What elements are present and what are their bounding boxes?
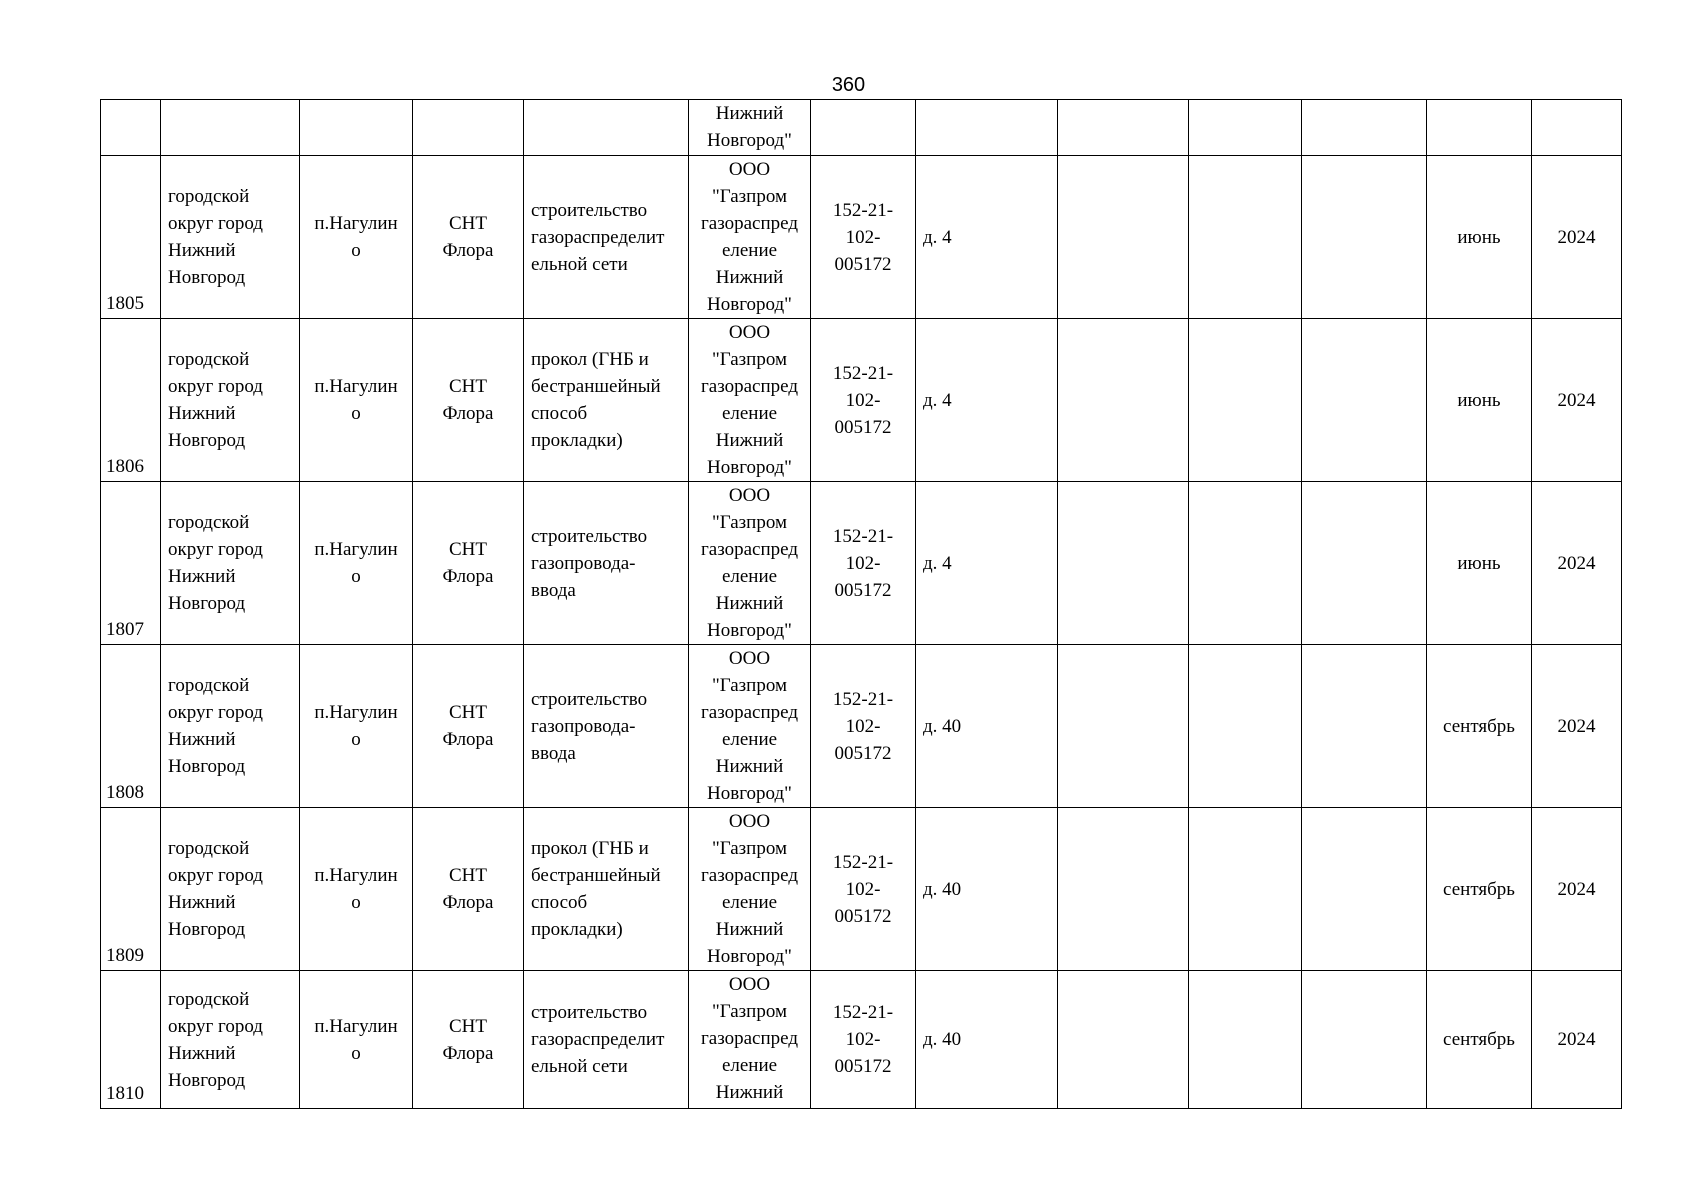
cell-work-type: [524, 808, 689, 971]
org-line: "Газпром: [711, 1001, 788, 1022]
cell-work-type: [524, 156, 689, 319]
org-line: ООО: [728, 974, 771, 995]
cell-locality: [300, 808, 413, 971]
cell-empty-2: [1189, 808, 1302, 971]
cell-district: [161, 319, 300, 482]
cell-empty-1: [1058, 971, 1189, 1109]
cell-organization: [689, 156, 811, 319]
org-line: Новгород": [707, 130, 792, 151]
code-line: 102-: [845, 226, 881, 248]
org-line: ООО: [728, 159, 771, 180]
cell-empty-1: [1058, 808, 1189, 971]
code-line: 005172: [834, 579, 892, 601]
cell-empty-3: [1302, 971, 1427, 1109]
code-line: 152-21-: [832, 1002, 894, 1023]
work-line: газораспределит: [531, 226, 665, 248]
locality-line: о: [351, 1042, 361, 1064]
cell-organization: [689, 808, 811, 971]
work-line: прокол (ГНБ и: [531, 838, 649, 859]
org-line: "Газпром: [711, 512, 788, 533]
cell-site: [413, 645, 524, 808]
site-line: Флора: [442, 403, 494, 424]
cell-month: [1427, 100, 1532, 156]
cell-work-type: [524, 319, 689, 482]
code-line: 152-21-: [832, 851, 894, 873]
code-line: 102-: [845, 389, 881, 411]
site-line: Флора: [442, 240, 494, 261]
work-line: ввода: [531, 579, 576, 601]
org-line: Нижний: [715, 267, 784, 288]
org-line: еление: [721, 240, 778, 261]
cell-year: 2024: [1532, 971, 1622, 1109]
cell-house: [916, 100, 1058, 156]
code-line: 102-: [845, 715, 881, 737]
site-line: СНТ: [449, 1015, 487, 1037]
cell-empty-3: [1302, 482, 1427, 645]
locality-line: п.Нагулин: [314, 865, 398, 886]
cell-house: д. 4: [916, 482, 1058, 645]
cell-work-type: [524, 971, 689, 1109]
org-line: Новгород": [707, 946, 792, 967]
locality-line: п.Нагулин: [314, 539, 398, 560]
org-line: газораспред: [700, 865, 798, 886]
locality-line: п.Нагулин: [314, 702, 398, 723]
locality-line: о: [351, 729, 361, 750]
work-line: бестраншейный: [531, 865, 661, 886]
district-line: городской: [168, 512, 250, 533]
cell-code: [811, 645, 916, 808]
cell-organization: [689, 319, 811, 482]
org-line: Нижний: [715, 756, 784, 777]
table-row-continuation: [101, 100, 1622, 156]
district-line: Новгород: [168, 919, 246, 940]
code-line: 102-: [845, 878, 881, 900]
cell-empty-3: [1302, 645, 1427, 808]
org-line: "Газпром: [711, 186, 788, 207]
cell-month: июнь: [1427, 482, 1532, 645]
cell-work-type: [524, 100, 689, 156]
site-line: Флора: [442, 566, 494, 587]
locality-line: п.Нагулин: [314, 213, 398, 234]
cell-empty-2: [1189, 482, 1302, 645]
cell-empty-2: [1189, 319, 1302, 482]
org-line: "Газпром: [711, 675, 788, 696]
cell-site: [413, 971, 524, 1109]
org-line: еление: [721, 729, 778, 750]
site-line: СНТ: [449, 376, 487, 397]
cell-work-type: [524, 645, 689, 808]
org-line: Новгород": [707, 783, 792, 804]
code-line: 152-21-: [832, 199, 894, 221]
cell-empty-1: [1058, 156, 1189, 319]
cell-code: [811, 319, 916, 482]
locality-line: п.Нагулин: [314, 376, 398, 397]
site-line: СНТ: [449, 213, 487, 234]
cell-district: [161, 808, 300, 971]
cell-month: июнь: [1427, 156, 1532, 319]
work-line: строительство: [531, 1002, 648, 1023]
work-line: строительство: [531, 199, 648, 221]
org-line: Новгород": [707, 294, 792, 315]
cell-code: [811, 156, 916, 319]
code-line: 102-: [845, 1029, 881, 1050]
cell-house: д. 4: [916, 156, 1058, 319]
cell-empty-3: [1302, 808, 1427, 971]
cell-empty-1: [1058, 100, 1189, 156]
site-line: СНТ: [449, 865, 487, 886]
cell-month: сентябрь: [1427, 971, 1532, 1109]
district-line: Нижний: [168, 892, 236, 913]
cell-district: [161, 645, 300, 808]
code-line: 102-: [845, 552, 881, 574]
org-line: Новгород": [707, 457, 792, 478]
code-line: 005172: [834, 416, 892, 438]
cell-house: д. 4: [916, 319, 1058, 482]
cell-year: 2024: [1532, 645, 1622, 808]
cell-house: д. 40: [916, 645, 1058, 808]
district-line: Новгород: [168, 756, 246, 777]
code-line: 152-21-: [832, 525, 894, 547]
cell-locality: [300, 319, 413, 482]
org-line: Новгород": [707, 620, 792, 641]
code-line: 005172: [834, 1056, 892, 1077]
site-line: Флора: [442, 892, 494, 913]
org-line: Нижний: [715, 430, 784, 451]
cell-organization: [689, 482, 811, 645]
district-line: округ город: [168, 213, 263, 234]
cell-year: 2024: [1532, 808, 1622, 971]
site-line: СНТ: [449, 539, 487, 560]
cell-code: [811, 100, 916, 156]
org-line: еление: [721, 892, 778, 913]
org-line: Нижний: [715, 1082, 784, 1103]
cell-house: д. 40: [916, 808, 1058, 971]
cell-site: [413, 156, 524, 319]
work-line: газопровода-: [531, 715, 636, 737]
table-row: [101, 482, 1622, 645]
code-line: 152-21-: [832, 362, 894, 384]
district-line: Новгород: [168, 430, 246, 451]
org-line: газораспред: [700, 702, 798, 723]
cell-site: [413, 100, 524, 156]
work-line: строительство: [531, 525, 648, 547]
work-line: прокладки): [531, 919, 623, 940]
cell-organization: [689, 645, 811, 808]
table-row: [101, 645, 1622, 808]
cell-organization: [689, 100, 811, 156]
district-line: городской: [168, 675, 250, 696]
work-line: прокладки): [531, 430, 623, 451]
cell-empty-1: [1058, 319, 1189, 482]
cell-empty-2: [1189, 971, 1302, 1109]
works-table: [100, 99, 1622, 1109]
work-line: прокол (ГНБ и: [531, 349, 649, 370]
cell-num: 1806: [101, 319, 161, 482]
org-line: ООО: [728, 322, 771, 343]
site-line: СНТ: [449, 702, 487, 723]
district-line: Нижний: [168, 566, 236, 587]
org-line: Нижний: [715, 593, 784, 614]
cell-empty-3: [1302, 156, 1427, 319]
work-line: газопровода-: [531, 552, 636, 574]
work-line: способ: [531, 892, 588, 913]
work-line: ельной сети: [531, 1056, 628, 1077]
org-line: ООО: [728, 648, 771, 669]
org-line: газораспред: [700, 213, 798, 234]
district-line: Нижний: [168, 403, 236, 424]
district-line: городской: [168, 988, 250, 1010]
cell-locality: [300, 482, 413, 645]
org-line: газораспред: [700, 1028, 798, 1049]
code-line: 005172: [834, 905, 892, 927]
org-line: Нижний: [715, 919, 784, 940]
cell-locality: [300, 156, 413, 319]
cell-empty-2: [1189, 156, 1302, 319]
cell-num: [101, 100, 161, 156]
cell-district: [161, 482, 300, 645]
cell-num: 1808: [101, 645, 161, 808]
cell-locality: [300, 971, 413, 1109]
org-line: Нижний: [715, 103, 784, 124]
cell-num: 1807: [101, 482, 161, 645]
org-line: еление: [721, 403, 778, 424]
cell-num: 1810: [101, 971, 161, 1109]
cell-locality: [300, 100, 413, 156]
district-line: городской: [168, 349, 250, 370]
district-line: Нижний: [168, 1042, 236, 1064]
site-line: Флора: [442, 1042, 494, 1064]
cell-district: [161, 971, 300, 1109]
cell-num: 1809: [101, 808, 161, 971]
cell-site: [413, 482, 524, 645]
org-line: газораспред: [700, 376, 798, 397]
cell-num: 1805: [101, 156, 161, 319]
district-line: городской: [168, 838, 250, 859]
district-line: Новгород: [168, 593, 246, 614]
org-line: еление: [721, 566, 778, 587]
cell-year: 2024: [1532, 156, 1622, 319]
locality-line: о: [351, 566, 361, 587]
cell-empty-3: [1302, 319, 1427, 482]
cell-month: сентябрь: [1427, 645, 1532, 808]
cell-empty-1: [1058, 645, 1189, 808]
work-line: ввода: [531, 742, 576, 764]
cell-district: [161, 100, 300, 156]
page-number: 360: [831, 74, 866, 96]
org-line: газораспред: [700, 539, 798, 560]
district-line: Новгород: [168, 267, 246, 288]
locality-line: о: [351, 892, 361, 913]
work-line: ельной сети: [531, 253, 628, 275]
org-line: "Газпром: [711, 838, 788, 859]
district-line: округ город: [168, 539, 263, 560]
district-line: округ город: [168, 1015, 263, 1037]
locality-line: о: [351, 403, 361, 424]
table-row: [101, 156, 1622, 319]
org-line: ООО: [728, 811, 771, 832]
cell-empty-2: [1189, 100, 1302, 156]
work-line: газораспределит: [531, 1029, 665, 1050]
table-row: [101, 319, 1622, 482]
cell-code: [811, 482, 916, 645]
cell-site: [413, 319, 524, 482]
code-line: 005172: [834, 742, 892, 764]
work-line: строительство: [531, 688, 648, 710]
district-line: округ город: [168, 376, 263, 397]
site-line: Флора: [442, 729, 494, 750]
work-line: бестраншейный: [531, 376, 661, 397]
district-line: городской: [168, 186, 250, 207]
cell-work-type: [524, 482, 689, 645]
locality-line: о: [351, 240, 361, 261]
district-line: Нижний: [168, 240, 236, 261]
code-line: 152-21-: [832, 688, 894, 710]
district-line: Нижний: [168, 729, 236, 750]
code-line: 005172: [834, 253, 892, 275]
cell-month: сентябрь: [1427, 808, 1532, 971]
cell-month: июнь: [1427, 319, 1532, 482]
org-line: "Газпром: [711, 349, 788, 370]
cell-code: [811, 808, 916, 971]
district-line: округ город: [168, 865, 263, 886]
cell-locality: [300, 645, 413, 808]
table-row: [101, 971, 1622, 1109]
org-line: ООО: [728, 485, 771, 506]
cell-empty-3: [1302, 100, 1427, 156]
cell-year: [1532, 100, 1622, 156]
table-row: [101, 808, 1622, 971]
district-line: Новгород: [168, 1069, 246, 1091]
cell-site: [413, 808, 524, 971]
work-line: способ: [531, 403, 588, 424]
cell-year: 2024: [1532, 319, 1622, 482]
district-line: округ город: [168, 702, 263, 723]
cell-organization: [689, 971, 811, 1109]
cell-code: [811, 971, 916, 1109]
cell-empty-1: [1058, 482, 1189, 645]
org-line: еление: [721, 1055, 778, 1076]
cell-district: [161, 156, 300, 319]
cell-year: 2024: [1532, 482, 1622, 645]
cell-house: д. 40: [916, 971, 1058, 1109]
cell-empty-2: [1189, 645, 1302, 808]
locality-line: п.Нагулин: [314, 1015, 398, 1037]
